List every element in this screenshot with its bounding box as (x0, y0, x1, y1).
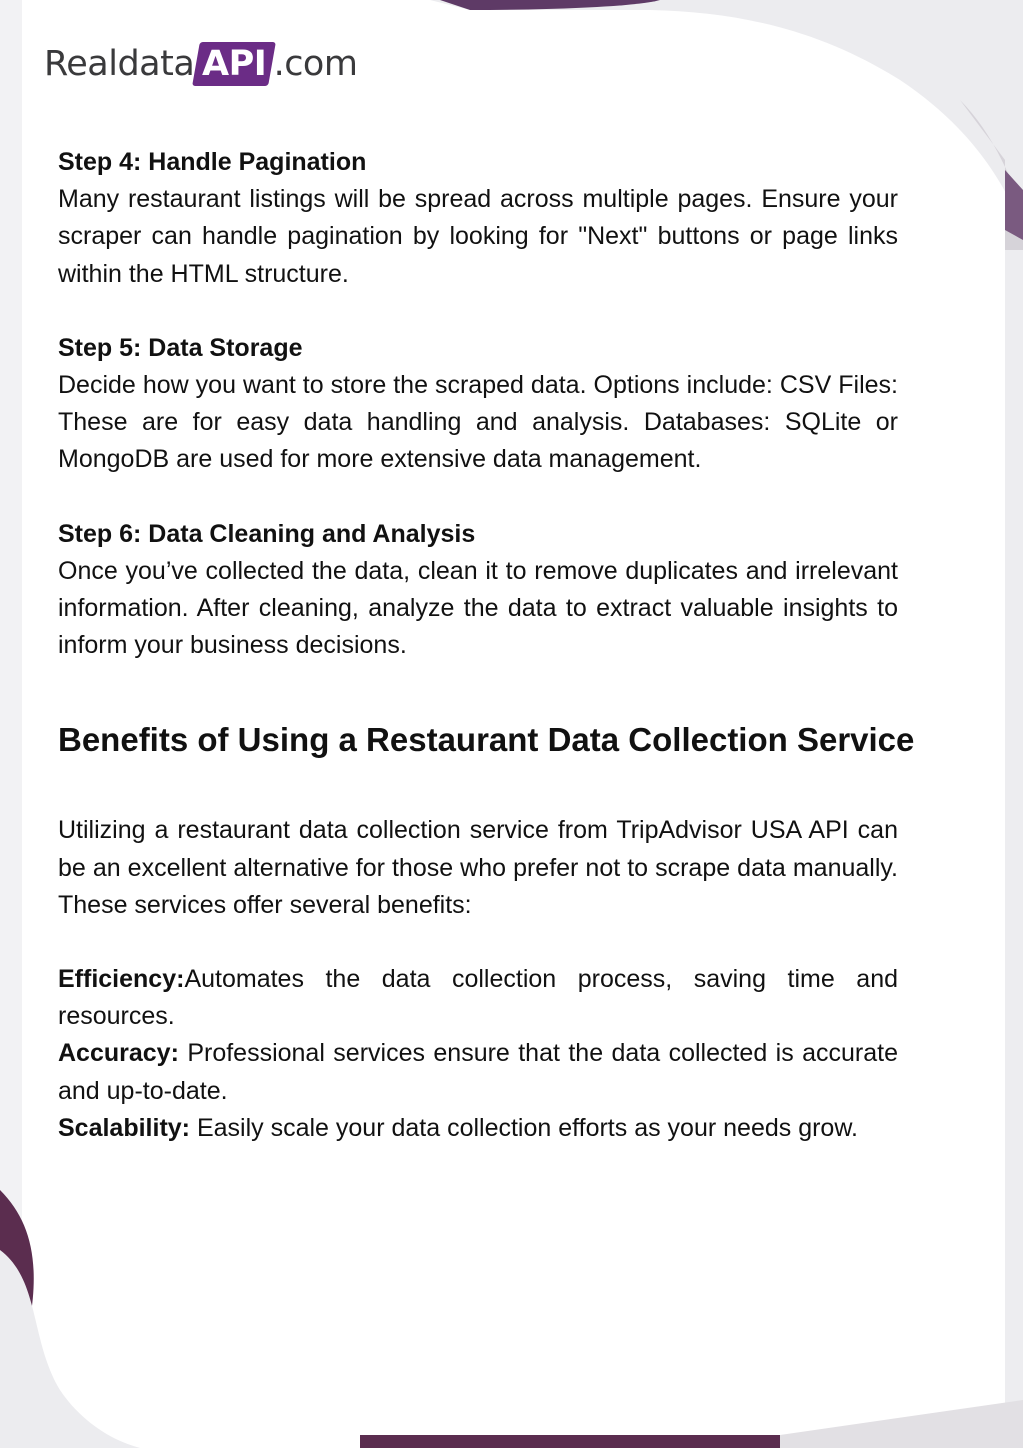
benefit-item-accuracy (58, 1035, 898, 1109)
step-5-body: Decide how you want to store the scraped data. Options include: CSV Files: These are for easy data handling and analysis. Databases: SQLite or MongoDB are used for more extensive data management. (58, 371, 898, 474)
benefit-item-scalability (58, 1110, 898, 1147)
benefit-label: Efficiency: (58, 965, 185, 994)
benefit-text: Professional services ensure that the data collected is accurate and up-to-date. (58, 1039, 898, 1105)
logo-api-badge (192, 42, 276, 86)
benefit-label: Scalability: (58, 1113, 190, 1142)
step-6-title: Step 6: Data Cleaning and Analysis (58, 519, 476, 548)
step-5-title: Step 5: Data Storage (58, 333, 303, 362)
benefit-label: Accuracy: (58, 1039, 179, 1068)
step-4-title: Step 4: Handle Pagination (58, 148, 367, 176)
benefits-intro: Utilizing a restaurant data collection service from TripAdvisor USA API can be an excellent alternative for those who prefer not to scrape data manually. These services offer several benefits: (58, 816, 898, 919)
logo-prefix: Realdata (44, 44, 195, 84)
article-content (58, 144, 915, 1147)
benefit-text: Easily scale your data collection efforts as your needs grow. (190, 1113, 858, 1142)
step-4-body: Many restaurant listings will be spread across multiple pages. Ensure your scraper can handle pagination by looking for "Next" buttons or page links within the HTML structure. (58, 185, 898, 288)
benefit-item-efficiency (58, 961, 898, 1035)
benefit-text: Automates the data collection process, saving time and resources. (58, 965, 898, 1031)
logo-suffix: .com (273, 44, 358, 84)
benefits-heading: Benefits of Using a Restaurant Data Collection Service (58, 721, 915, 759)
logo-highlight: API (202, 44, 267, 84)
step-6-body: Once you’ve collected the data, clean it to remove duplicates and irrelevant information. After cleaning, analyze the data to extract valuable insights to inform your business decisions. (58, 556, 898, 660)
brand-logo (44, 38, 357, 90)
